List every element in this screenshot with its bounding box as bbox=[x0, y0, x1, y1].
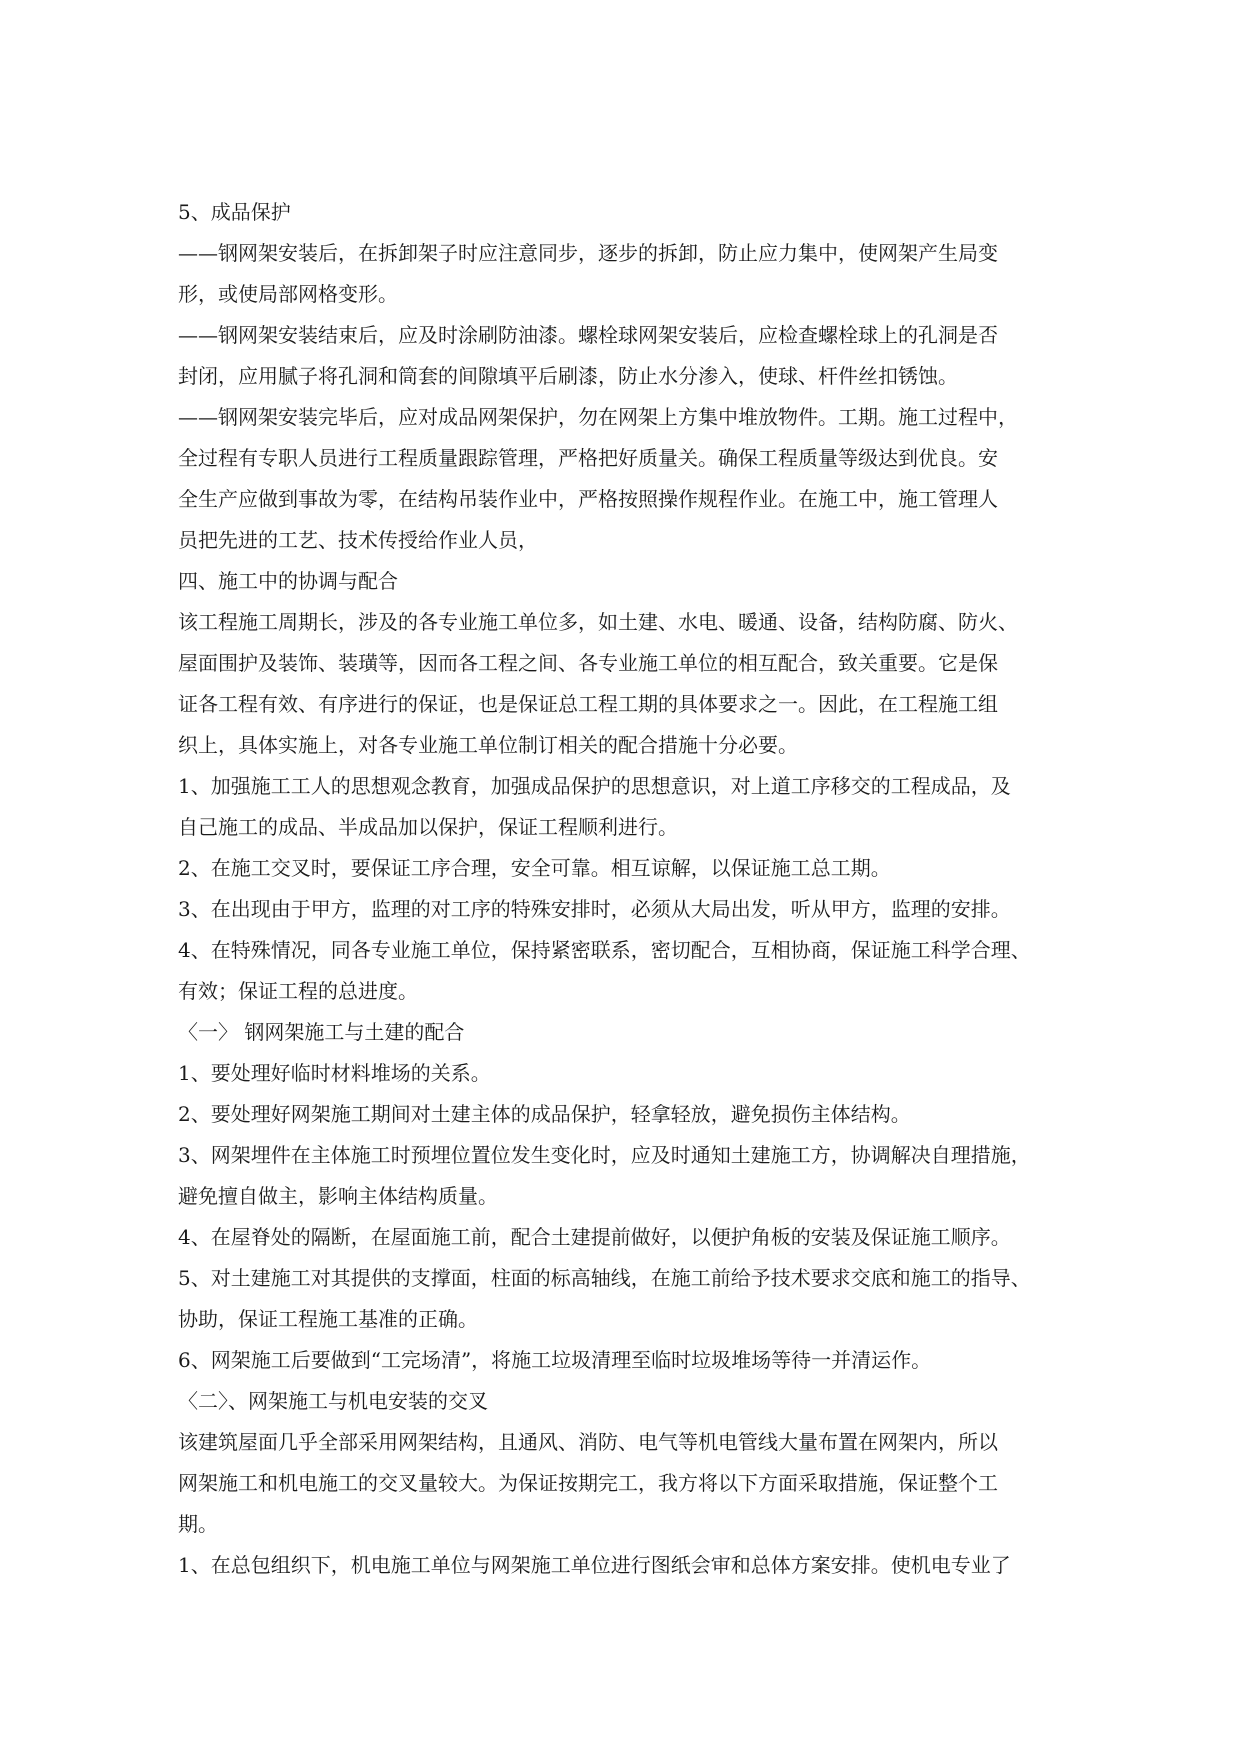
text-line: 封闭，应用腻子将孔洞和筒套的间隙填平后刷漆，防止水分渗入，使球、杆件丝扣锈蚀。 bbox=[178, 364, 958, 388]
section-heading: 四、施工中的协调与配合 bbox=[178, 569, 398, 593]
text-line: 有效；保证工程的总进度。 bbox=[178, 979, 418, 1003]
text-line: 3、在出现由于甲方，监理的对工序的特殊安排时，必须从大局出发，听从甲方，监理的安排。 bbox=[178, 897, 1011, 921]
text-line: 网架施工和机电施工的交叉量较大。为保证按期完工，我方将以下方面采取措施，保证整个工 bbox=[178, 1471, 998, 1495]
text-line: 3、网架埋件在主体施工时预埋位置位发生变化时，应及时通知土建施工方，协调解决自理措施， bbox=[178, 1143, 1031, 1167]
text-line: 协助，保证工程施工基准的正确。 bbox=[178, 1307, 478, 1331]
text-line: 全过程有专职人员进行工程质量跟踪管理，严格把好质量关。确保工程质量等级达到优良。安 bbox=[178, 446, 998, 470]
text-line: 自己施工的成品、半成品加以保护，保证工程顺利进行。 bbox=[178, 815, 678, 839]
text-line: 屋面围护及装饰、装璜等，因而各工程之间、各专业施工单位的相互配合，致关重要。它是保 bbox=[178, 651, 998, 675]
text-line: 6、网架施工后要做到“工完场清”，将施工垃圾清理至临时垃圾堆场等待一并清运作。 bbox=[178, 1348, 932, 1372]
subsection-heading: 〈一〉 钢网架施工与土建的配合 bbox=[178, 1020, 465, 1044]
text-line: 2、在施工交叉时，要保证工序合理，安全可靠。相互谅解，以保证施工总工期。 bbox=[178, 856, 891, 880]
text-line: 避免擅自做主，影响主体结构质量。 bbox=[178, 1184, 498, 1208]
text-line: 期。 bbox=[178, 1512, 218, 1536]
text-line: 员把先进的工艺、技术传授给作业人员， bbox=[178, 528, 538, 552]
text-line: 该工程施工周期长，涉及的各专业施工单位多，如土建、水电、暖通、设备，结构防腐、防火、 bbox=[178, 610, 1018, 634]
text-line: 1、在总包组织下，机电施工单位与网架施工单位进行图纸会审和总体方案安排。使机电专业了 bbox=[178, 1553, 1011, 1577]
text-line: 形，或使局部网格变形。 bbox=[178, 282, 398, 306]
subsection-heading: 〈二〉、网架施工与机电安装的交叉 bbox=[178, 1389, 488, 1413]
text-line: 织上，具体实施上，对各专业施工单位制订相关的配合措施十分必要。 bbox=[178, 733, 798, 757]
text-line: 2、要处理好网架施工期间对土建主体的成品保护，轻拿轻放，避免损伤主体结构。 bbox=[178, 1102, 911, 1126]
text-line: 证各工程有效、有序进行的保证，也是保证总工程工期的具体要求之一。因此，在工程施工组 bbox=[178, 692, 998, 716]
text-line: 4、在屋脊处的隔断，在屋面施工前，配合土建提前做好，以便护角板的安装及保证施工顺序。 bbox=[178, 1225, 1011, 1249]
text-line: ——钢网架安装完毕后，应对成品网架保护，勿在网架上方集中堆放物件。工期。施工过程中， bbox=[178, 405, 1018, 429]
text-line: ——钢网架安装后，在拆卸架子时应注意同步，逐步的拆卸，防止应力集中，使网架产生局变 bbox=[178, 241, 998, 265]
text-line: ——钢网架安装结束后，应及时涂刷防油漆。螺栓球网架安装后，应检查螺栓球上的孔洞是否 bbox=[178, 323, 998, 347]
text-line: 5、对土建施工对其提供的支撑面，柱面的标高轴线，在施工前给予技术要求交底和施工的指导、 bbox=[178, 1266, 1031, 1290]
text-line: 全生产应做到事故为零，在结构吊装作业中，严格按照操作规程作业。在施工中，施工管理人 bbox=[178, 487, 998, 511]
text-line: 5、成品保护 bbox=[178, 200, 291, 224]
document-body bbox=[178, 192, 1088, 1586]
text-line: 1、要处理好临时材料堆场的关系。 bbox=[178, 1061, 491, 1085]
text-line: 1、加强施工工人的思想观念教育，加强成品保护的思想意识，对上道工序移交的工程成品，及 bbox=[178, 774, 1011, 798]
text-line: 4、在特殊情况，同各专业施工单位，保持紧密联系，密切配合，互相协商，保证施工科学合理、 bbox=[178, 938, 1031, 962]
text-line: 该建筑屋面几乎全部采用网架结构，且通风、消防、电气等机电管线大量布置在网架内，所以 bbox=[178, 1430, 998, 1454]
